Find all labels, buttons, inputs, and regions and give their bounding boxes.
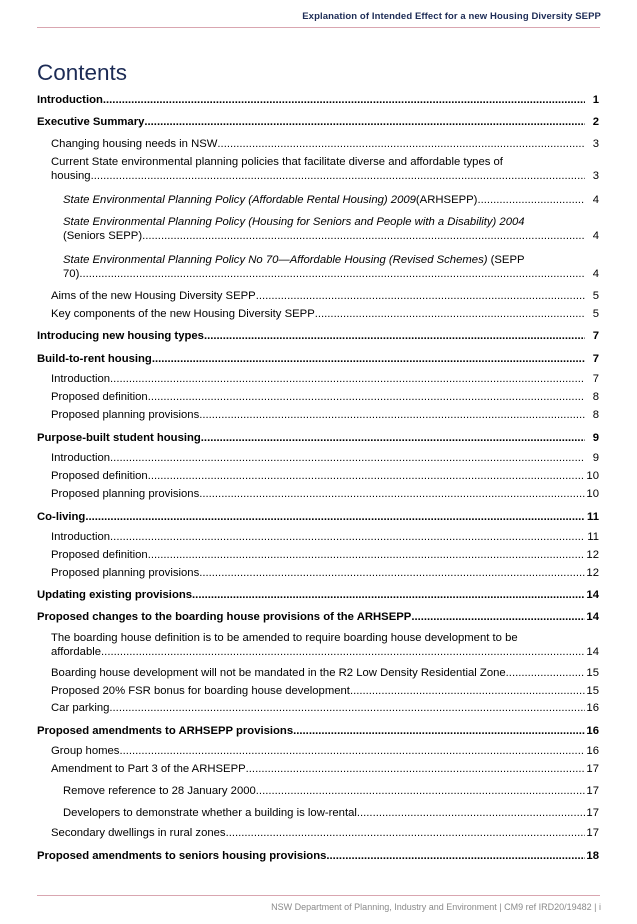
toc-entry[interactable] <box>37 826 599 840</box>
dot-leader <box>110 530 585 544</box>
toc-page-number: 8 <box>592 409 599 421</box>
footer-divider <box>37 895 600 896</box>
toc-entry-label: Co-living <box>37 511 86 523</box>
toc-entry-label-line1 <box>63 253 585 267</box>
dot-leader <box>142 229 585 243</box>
toc-entry-label: Proposed definition <box>51 470 148 482</box>
dot-leader <box>148 548 585 562</box>
toc-entry[interactable] <box>37 253 599 281</box>
dot-leader <box>201 431 585 445</box>
toc-page-number: 1 <box>592 94 599 106</box>
toc-entry-label: Remove reference to 28 January 2000 <box>63 785 256 797</box>
toc-entry[interactable] <box>37 215 599 243</box>
toc-entry-label: Introduction <box>37 94 103 106</box>
toc-page-number: 16 <box>586 725 599 737</box>
toc-entry[interactable] <box>37 352 599 366</box>
toc-page-number: 8 <box>592 391 599 403</box>
dot-leader <box>144 115 585 129</box>
toc-entry-label-part: (SEPP <box>487 254 525 266</box>
toc-entry-label: Updating existing provisions <box>37 589 193 601</box>
toc-entry[interactable] <box>37 307 599 321</box>
toc-page-number: 14 <box>586 646 599 658</box>
toc-page-number: 5 <box>592 308 599 320</box>
toc-entry-label: Proposed planning provisions <box>51 567 200 579</box>
header-divider <box>37 27 600 28</box>
toc-entry-label: Proposed amendments to ARHSEPP provisions <box>37 725 294 737</box>
toc-page-number: 9 <box>592 432 599 444</box>
dot-leader <box>226 826 585 840</box>
toc-page-number: 17 <box>586 807 599 819</box>
dot-leader <box>91 169 585 183</box>
toc-entry[interactable] <box>37 631 599 659</box>
page-footer: NSW Department of Planning, Industry and Environment | CM9 ref IRD20/19482 | i <box>271 902 601 912</box>
toc-page-number: 9 <box>592 452 599 464</box>
toc-page-number: 7 <box>592 373 599 385</box>
toc-entry[interactable] <box>37 724 599 738</box>
toc-entry-label: (ARHSEPP) <box>415 194 478 206</box>
toc-page-number: 17 <box>586 827 599 839</box>
dot-leader <box>204 329 585 343</box>
toc-entry[interactable] <box>37 510 599 524</box>
toc-page-number: 10 <box>586 488 599 500</box>
toc-entry[interactable] <box>37 762 599 776</box>
dot-leader <box>217 137 585 151</box>
toc-page-number: 17 <box>586 763 599 775</box>
toc-entry-label: Amendment to Part 3 of the ARHSEPP <box>51 763 246 775</box>
dot-leader <box>109 701 585 715</box>
toc-entry[interactable] <box>37 744 599 758</box>
toc-page-number: 12 <box>586 549 599 561</box>
toc-entry-label: Proposed definition <box>51 391 148 403</box>
toc-entry-label: Introducing new housing types <box>37 330 204 342</box>
dot-leader <box>256 784 585 798</box>
toc-entry-label: Executive Summary <box>37 116 145 128</box>
toc-entry[interactable] <box>37 487 599 501</box>
toc-entry-label: Proposed changes to the boarding house provisions of the ARHSEPP <box>37 611 412 623</box>
toc-page-number: 17 <box>586 785 599 797</box>
dot-leader <box>110 451 585 465</box>
toc-entry[interactable] <box>37 684 599 698</box>
toc-entry[interactable] <box>37 93 599 107</box>
toc-entry-label: Car parking <box>51 702 110 714</box>
dot-leader <box>79 267 585 281</box>
toc-page-number: 4 <box>592 194 599 206</box>
dot-leader <box>103 93 585 107</box>
toc-entry[interactable] <box>37 806 599 820</box>
dot-leader <box>148 390 585 404</box>
toc-page-number: 14 <box>586 589 599 601</box>
toc-entry-label: Proposed amendments to seniors housing provisions <box>37 850 327 862</box>
toc-entry-label: (Seniors SEPP) <box>63 230 143 242</box>
toc-entry[interactable] <box>37 701 599 715</box>
dot-leader <box>506 666 585 680</box>
dot-leader <box>199 408 585 422</box>
dot-leader <box>315 307 585 321</box>
toc-entry[interactable] <box>37 137 599 151</box>
toc-entry-label: State Environmental Planning Policy (Affordable Rental Housing) 2009 <box>63 194 416 206</box>
toc-entry-label: Secondary dwellings in rural zones <box>51 827 226 839</box>
toc-entry-label: Aims of the new Housing Diversity SEPP <box>51 290 256 302</box>
page-title: Contents <box>37 60 128 85</box>
toc-entry-label: Group homes <box>51 745 120 757</box>
toc-page-number: 7 <box>592 353 599 365</box>
dot-leader <box>199 566 585 580</box>
dot-leader <box>256 289 585 303</box>
toc-entry-label: Purpose-built student housing <box>37 432 201 444</box>
toc-entry[interactable] <box>37 566 599 580</box>
dot-leader <box>246 762 585 776</box>
toc-entry[interactable] <box>37 784 599 798</box>
toc-page-number: 15 <box>586 667 599 679</box>
toc-page-number: 11 <box>587 511 599 523</box>
dot-leader <box>152 352 585 366</box>
toc-page-number: 3 <box>592 170 599 182</box>
toc-entry[interactable] <box>37 408 599 422</box>
dot-leader <box>148 469 585 483</box>
dot-leader <box>350 684 585 698</box>
toc-entry-label: Changing housing needs in NSW <box>51 138 218 150</box>
toc-page-number: 7 <box>592 330 599 342</box>
dot-leader <box>477 193 585 207</box>
toc-entry-label: Introduction <box>51 531 111 543</box>
toc-entry[interactable] <box>37 610 599 624</box>
toc-entry[interactable] <box>37 193 599 207</box>
toc-page-number: 12 <box>586 567 599 579</box>
toc-page-number: 11 <box>587 531 599 543</box>
toc-entry-label: Proposed definition <box>51 549 148 561</box>
toc-entry-label-part: State Environmental Planning Policy No 70—Affordable Housing (Revised Schemes) <box>63 254 488 266</box>
toc-page-number: 10 <box>586 470 599 482</box>
dot-leader <box>119 744 585 758</box>
dot-leader <box>357 806 585 820</box>
toc-page-number: 18 <box>586 850 599 862</box>
toc-entry[interactable] <box>37 372 599 386</box>
toc-entry-label-line1: The boarding house definition is to be amended to require boarding house development to be <box>51 632 518 644</box>
toc-entry-label: Proposed planning provisions <box>51 409 200 421</box>
toc-entry[interactable] <box>37 115 599 129</box>
toc-entry-label: Introduction <box>51 373 111 385</box>
toc-entry-label-line1 <box>63 215 585 229</box>
toc-page-number: 4 <box>592 230 599 242</box>
toc-entry[interactable] <box>37 451 599 465</box>
toc-page-number: 3 <box>592 138 599 150</box>
toc-entry-label: housing <box>51 170 91 182</box>
toc-page-number: 16 <box>586 745 599 757</box>
toc-entry[interactable] <box>37 155 599 183</box>
toc-entry-label: 70) <box>63 268 80 280</box>
dot-leader <box>326 849 585 863</box>
toc-entry-label: Developers to demonstrate whether a building is low-rental <box>63 807 357 819</box>
toc-entry-label: Introduction <box>51 452 111 464</box>
toc-entry-label: Key components of the new Housing Diversity SEPP <box>51 308 315 320</box>
toc-page-number: 5 <box>592 290 599 302</box>
toc-entry[interactable] <box>37 548 599 562</box>
toc-entry-label: Proposed planning provisions <box>51 488 200 500</box>
toc-page-number: 14 <box>586 611 599 623</box>
dot-leader <box>293 724 585 738</box>
toc-entry-label: Proposed 20% FSR bonus for boarding house development <box>51 685 350 697</box>
dot-leader <box>199 487 585 501</box>
dot-leader <box>411 610 585 624</box>
toc-entry-label: Build-to-rent housing <box>37 353 152 365</box>
toc-entry[interactable] <box>37 849 599 863</box>
toc-entry-label: Boarding house development will not be mandated in the R2 Low Density Residential Zone <box>51 667 506 679</box>
toc-entry[interactable] <box>37 666 599 680</box>
toc-entry-label-line1: Current State environmental planning policies that facilitate diverse and affordable types of <box>51 156 503 168</box>
toc-entry[interactable] <box>37 329 599 343</box>
toc-page-number: 16 <box>586 702 599 714</box>
toc-entry[interactable] <box>37 469 599 483</box>
dot-leader <box>101 645 585 659</box>
toc-page-number: 4 <box>592 268 599 280</box>
toc-entry[interactable] <box>37 431 599 445</box>
toc-entry[interactable] <box>37 588 599 602</box>
toc-entry-label: affordable <box>51 646 102 658</box>
toc-entry[interactable] <box>37 390 599 404</box>
toc-page-number: 2 <box>592 116 599 128</box>
dot-leader <box>192 588 585 602</box>
page-header-title: Explanation of Intended Effect for a new Housing Diversity SEPP <box>302 11 601 22</box>
toc-entry[interactable] <box>37 530 599 544</box>
toc-entry-label-part: State Environmental Planning Policy (Housing for Seniors and People with a Disability) 2004 <box>63 216 525 228</box>
toc-page-number: 15 <box>586 685 599 697</box>
toc-entry[interactable] <box>37 289 599 303</box>
dot-leader <box>85 510 585 524</box>
dot-leader <box>110 372 585 386</box>
